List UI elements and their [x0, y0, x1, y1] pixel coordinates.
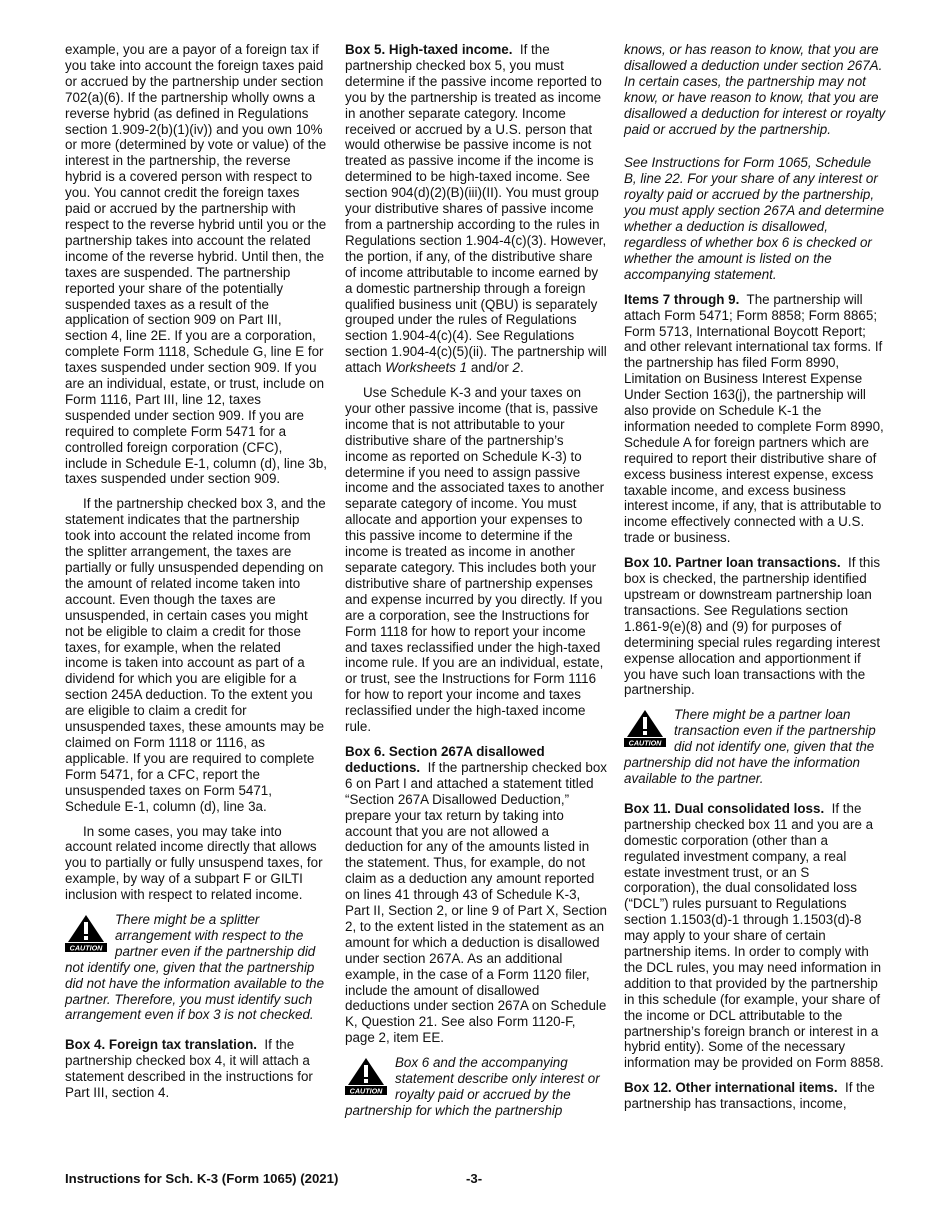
- paragraph: Use Schedule K-3 and your taxes on your other passive income (that is, passive income that is not attributable to your distributive share of the partnership’s income as reported on Schedule K-3) to determine if you need to assign passive income and the associated taxes to another separate category of income. You must allocate and apportion your expenses to this passive income to determine if the income is treated as income in another separate category. This includes both your distributive share of partnership expenses and expense incurred by you directly. If you are a corporation, see the Instructions for Form 1118 for how to report your income and taxes reclassified under the high-taxed income rule. If you are an individual, estate, or trust, see the Instructions for Form 1116 for how to report your income and taxes reclassified under the high-taxed income rule.: [345, 385, 605, 735]
- column-middle: [345, 42, 607, 1133]
- items7-9-heading: Items 7 through 9.: [624, 291, 740, 307]
- box4-paragraph: [65, 1037, 327, 1101]
- caution-icon: [345, 1057, 387, 1095]
- worksheet-1-ref: Worksheets 1: [385, 360, 468, 376]
- caution-note: [624, 707, 886, 787]
- box10-heading: Box 10. Partner loan transactions.: [624, 555, 841, 571]
- box5-text: If the partnership checked box 5, you must determine if the passive income reported to you by the partnership is treated as income in another separate category. Income received or accrued by a U.S. person that would otherwise be passive income is not treated as passive income if the income is determined to be high-taxed income. See section 904(d)(2)(B)(iii)(II). You must group your distributive shares of passive income from a partnership according to the rules in Regulations section 1.904-4(c)(3). However, the portion, if any, of the distributive share of income attributable to income earned by a domestic partnership through a foreign qualified business unit (QBU) is separately grouped under the rules of Regulations section 1.904-4(c)(4). See Regulations section 1.904-4(c)(5)(ii). The partnership will attach: [345, 42, 607, 376]
- box11-text: If the partnership checked box 11 and you are a domestic corporation (other than a regulated investment company, a real estate investment trust, or an S corporation), the dual consolidated loss (“DCL”) rules pursuant to Regulations section 1.1503(d)-1 through 1.1503(d)-8 may apply to your share of certain partnership items. In order to comply with the DCL rules, you may need information in addition to that provided by the partnership in this schedule (for example, your share of the income or DCL attributable to the partnership’s foreign branch or interest in a hybrid entity). Some of the necessary information may be provided on Form 8858.: [624, 800, 884, 1071]
- box10-paragraph: [624, 555, 886, 698]
- page-number: -3-: [466, 1171, 483, 1186]
- box5-paragraph: [345, 42, 607, 376]
- box5-end: .: [519, 360, 524, 376]
- caution-text: There might be a splitter arrangement with respect to the partner even if the partnership did not identify one, given that the partnership did not have the information available to the partner. Therefore, you must identify such arrangement even if box 3 is not checked.: [65, 912, 325, 1023]
- caution-note: [65, 912, 327, 1023]
- box4-heading: Box 4. Foreign tax translation.: [65, 1037, 257, 1053]
- box5-heading: Box 5. High-taxed income.: [345, 42, 513, 57]
- box6-paragraph: [345, 744, 607, 1046]
- caution-text: Box 6 and the accompanying statement describe only interest or royalty paid or accrued by the partnership for which the partnership: [345, 1055, 600, 1118]
- box6-text: If the partnership checked box 6 on Part I and attached a statement titled “Section 267A Disallowed Deduction,” prepare your tax return by taking into account that you are not allowed a deduction for any of the amounts listed in the statement. Thus, for example, do not claim as a deduction any amount reported on lines 41 through 43 of Schedule K-3, Part II, Section 2, or line 9 of Part X, Section 2, to the extent listed in the statement as an amount for which a deduction is disallowed under section 267A. As an additional example, in the case of a Form 1120 filer, include the amount of disallowed deductions under section 267A on Schedule K, Question 21. See also Form 1120-F, page 2, item EE.: [345, 759, 607, 1046]
- caution-note: [345, 1055, 607, 1119]
- paragraph: See Instructions for Form 1065, Schedule B, line 22. For your share of any interest or royalty paid or accrued by the partnership, you must apply section 267A and determine whether a deduction is disallowed, regardless of whether box 6 is checked or whether the amount is listed on the accompanying statement.: [624, 155, 885, 282]
- paragraph: If the partnership checked box 3, and the statement indicates that the partnership took into account the related income from the splitter arrangement, the taxes are partially or fully unsuspended depending on the amount of related income taken into account. Even though the taxes are unsuspended, in certain cases you might not be eligible to claim a credit for those taxes, for example, when the related income is taken into account as part of a dividend for which you are eligible for a section 245A deduction. To the extent you are eligible to claim a credit for unsuspended taxes, these amounts may be claimed on Form 1118 or 1116, as applicable. If you are required to complete Form 5471, for a CFC, report the unsuspended taxes on Form 5471, Schedule E-1, column (d), line 3a.: [65, 496, 326, 814]
- box12-heading: Box 12. Other international items.: [624, 1080, 838, 1096]
- paragraph: In some cases, you may take into account related income directly that allows you to partially or fully unsuspend taxes, for example, by way of a subpart F or GILTI inclusion with respect to related income.: [65, 823, 323, 903]
- box12-paragraph: [624, 1080, 886, 1112]
- caution-icon: [65, 914, 107, 952]
- worksheet-2-ref: 2: [512, 360, 520, 376]
- caution-label: CAUTION: [628, 738, 662, 748]
- column-right: [624, 42, 886, 1121]
- caution-label: CAUTION: [349, 1086, 383, 1096]
- footer-title: Instructions for Sch. K-3 (Form 1065) (2021): [65, 1171, 339, 1186]
- box6-heading: Box 6. Section 267A disallowed deductions.: [345, 743, 545, 775]
- items7-9-text: The partnership will attach Form 5471; Form 8858; Form 8865; Form 5713, International Boycott Report; and other relevant international tax forms. If the partnership has filed Form 8990, Limitation on Business Interest Expense Under Section 163(j), the partnership will also provide on Schedule K-1 the information needed to complete Form 8990, Schedule A for foreign partners which are required to report their distributive share of excess business interest expense, excess taxable income, and excess business interest income, if any, that is attributable to income effectively connected with a U.S. trade or business.: [624, 291, 884, 546]
- box11-paragraph: [624, 801, 886, 1071]
- column-left: [65, 42, 327, 1110]
- caution-icon: [624, 709, 666, 747]
- items7-9-paragraph: [624, 292, 886, 547]
- box11-heading: Box 11. Dual consolidated loss.: [624, 800, 825, 816]
- paragraph: example, you are a payor of a foreign tax if you take into account the foreign taxes paid or accrued by the partnership under section 702(a)(6). If the partnership wholly owns a reverse hybrid (as defined in Regulations section 1.909-2(b)(1)(iv)) and you own 10% or more (determined by vote or value) of the interest in the partnership, the reverse hybrid is a covered person with respect to you. You cannot credit the foreign taxes paid or accrued by the partnership with respect to the reverse hybrid until you or the partnership takes into account the related income of the reverse hybrid. Until then, the taxes are suspended. The partnership reported your share of the potentially suspended taxes as a result of the application of section 909 on Part III, section 4, line 2E. If you are a corporation, complete Form 1118, Schedule G, line E for taxes suspended under section 909. If you are an individual, estate, or trust, include on Form 1116, Part III, line 12, taxes suspended under section 909. If you are required to complete Form 5471 for a controlled foreign corporation (CFC), include in Schedule E-1, column (d), line 3b, taxes suspended under section 909.: [65, 42, 328, 487]
- caution-label: CAUTION: [69, 943, 103, 953]
- box10-text: If this box is checked, the partnership identified upstream or downstream partnership loan transactions. See Regulations section 1.861-9(e)(8) and (9) for purposes of determining special rules regarding interest expense allocation and apportionment if you have such loan transactions with the partnership.: [624, 555, 881, 698]
- box5-and: and/or: [467, 360, 513, 376]
- paragraph: knows, or has reason to know, that you are disallowed a deduction under section 267A. In certain cases, the partnership may not know, or have reason to know, that you are disallowed a deduction for interest or royalty paid or accrued by the partnership.: [624, 42, 886, 137]
- box4-text: If the partnership checked box 4, it will attach a statement described in the instructions for Part III, section 4.: [65, 1037, 313, 1101]
- box12-text: If the partnership has transactions, income,: [624, 1080, 875, 1112]
- caution-text: There might be a partner loan transaction even if the partnership did not identify one, given that the partnership did not have the information available to the partner.: [624, 707, 876, 786]
